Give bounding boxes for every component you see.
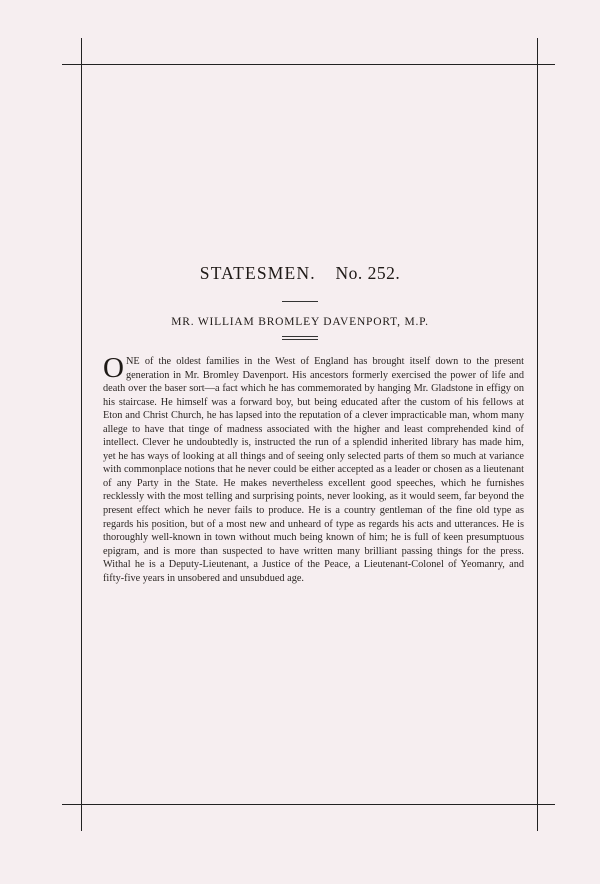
frame-right-rule xyxy=(537,38,538,831)
frame-bottom-rule xyxy=(62,804,555,805)
subtitle: MR. WILLIAM BROMLEY DAVENPORT, M.P. xyxy=(171,316,429,328)
issue-number: No. 252. xyxy=(335,263,401,283)
article-body xyxy=(103,352,524,585)
page-title xyxy=(0,263,600,284)
subtitle-divider xyxy=(282,336,318,340)
title-text: STATESMEN. xyxy=(199,263,316,283)
frame-top-rule xyxy=(62,64,555,65)
frame-left-rule xyxy=(81,38,82,831)
title-divider xyxy=(282,301,318,302)
drop-cap: O xyxy=(103,352,124,384)
article-text: NE of the oldest families in the West of England has brought itself down to the present generation in Mr. Bromley Davenport. His ancestors formerly exercised the power of life and death over the baser sort—a fact which he has commemorated by hanging Mr. Gladstone in effigy on his staircase. He himself was a forward boy, but being educated after the custom of his fellows at Eton and Christ Church, he has lapsed into the reputation of a clever impracticable man, whom many allege to have that tinge of madness associated with the higher and least comprehended kind of intellect. Clever he undoubtedly is, instructed the run of a splendid inherited library has made him, yet he has ways of looking at all things and of seeing only selected parts of them so much at variance with commonplace notions that he never could be either accepted as a leader or chosen as a lieutenant of any Party in the State. He makes nevertheless excellent good speeches, which he furnishes recklessly with the most telling and surprising points, never looking, as it would seem, far beyond the present effect which he never fails to produce. He is a country gentleman of the fine old type as regards his position, but of a most new and unheard of type as regards his acts and utterances. He is thoroughly well-known in town without much being known of him; he is full of keen presumptuous epigram, and is more than suspected to have written many brilliant passing things for the press. Withal he is a Deputy-Lieutenant, a Justice of the Peace, a Lieutenant-Colonel of Yeomanry, and fifty-five years in unsobered and unsubdued age. xyxy=(103,356,524,584)
